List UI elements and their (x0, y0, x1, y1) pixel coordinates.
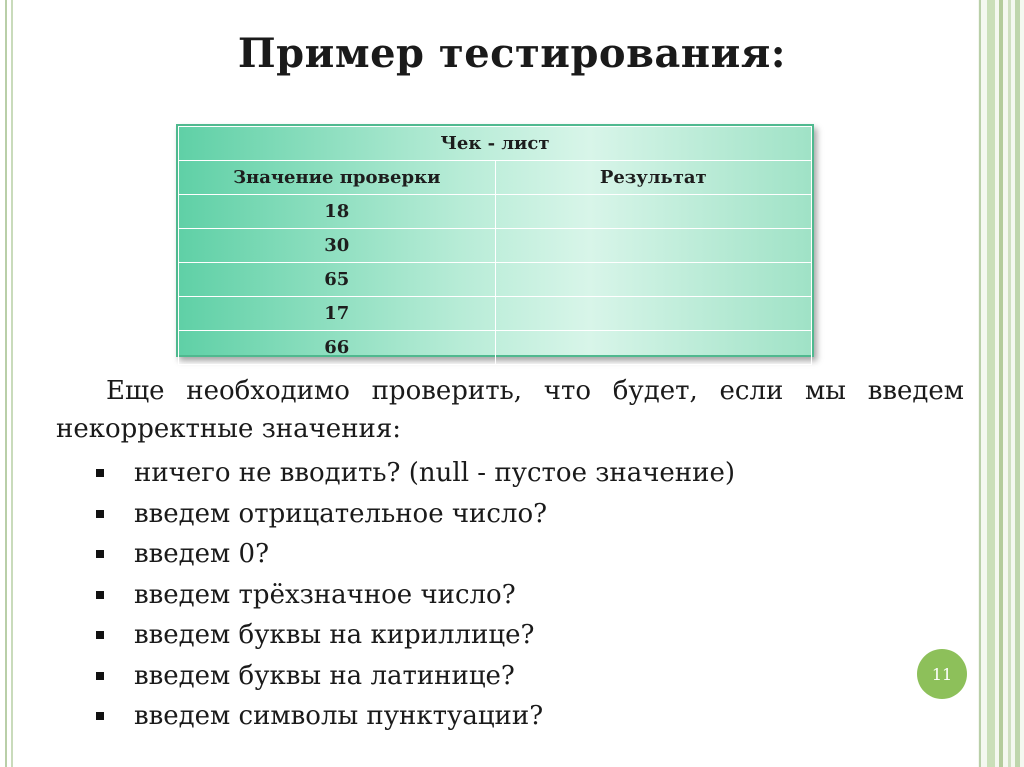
table-cell-result (495, 195, 812, 229)
table-cell-value: 17 (179, 297, 496, 331)
slide-title: Пример тестирования: (237, 30, 787, 77)
list-item-text: введем 0? (134, 539, 270, 570)
table-cell-value: 65 (179, 263, 496, 297)
table-cell-result (495, 331, 812, 365)
table-caption: Чек - лист (179, 127, 812, 161)
frame-line-left (5, 0, 7, 767)
bullet-square-icon (96, 712, 104, 720)
table-row (179, 263, 812, 297)
list-item-text: введем буквы на латинице? (134, 660, 515, 691)
checklist-table (176, 124, 814, 357)
table-row (179, 229, 812, 263)
table-row (179, 195, 812, 229)
bullet-square-icon (96, 550, 104, 558)
table-cell-result (495, 297, 812, 331)
bullet-square-icon (96, 510, 104, 518)
list-item-text: введем трёхзначное число? (134, 579, 516, 610)
frame-line-right (999, 0, 1003, 767)
list-item (96, 453, 735, 494)
frame-line-right (987, 0, 995, 767)
bullet-square-icon (96, 591, 104, 599)
list-item-text: введем символы пунктуации? (134, 701, 544, 732)
column-header-result: Результат (495, 161, 812, 195)
bullet-square-icon (96, 672, 104, 680)
page-number-badge: 11 (917, 649, 967, 699)
frame-line-right (979, 0, 981, 767)
list-item-text: введем отрицательное число? (134, 498, 548, 529)
table-cell-result (495, 229, 812, 263)
bullet-square-icon (96, 469, 104, 477)
list-item (96, 575, 735, 616)
intro-paragraph-text: Еще необходимо проверить, что будет, если мы введем некорректные значения: (56, 376, 964, 444)
list-item-text: введем буквы на кириллице? (134, 620, 535, 651)
list-item (96, 696, 735, 737)
bullet-square-icon (96, 631, 104, 639)
table-cell-result (495, 263, 812, 297)
table-cell-value: 66 (179, 331, 496, 365)
checklist-grid (178, 126, 812, 365)
table-row (179, 297, 812, 331)
list-item-text: ничего не вводить? (null - пустое значение) (134, 458, 735, 489)
column-header-value: Значение проверки (179, 161, 496, 195)
table-row (179, 331, 812, 365)
frame-line-right (1015, 0, 1020, 767)
list-item (96, 656, 735, 697)
list-item (96, 534, 735, 575)
list-item (96, 494, 735, 535)
frame-line-right (1008, 0, 1011, 767)
intro-paragraph (56, 372, 964, 448)
frame-line-left (11, 0, 13, 767)
table-cell-value: 30 (179, 229, 496, 263)
bullet-list (96, 453, 735, 737)
list-item (96, 615, 735, 656)
table-cell-value: 18 (179, 195, 496, 229)
